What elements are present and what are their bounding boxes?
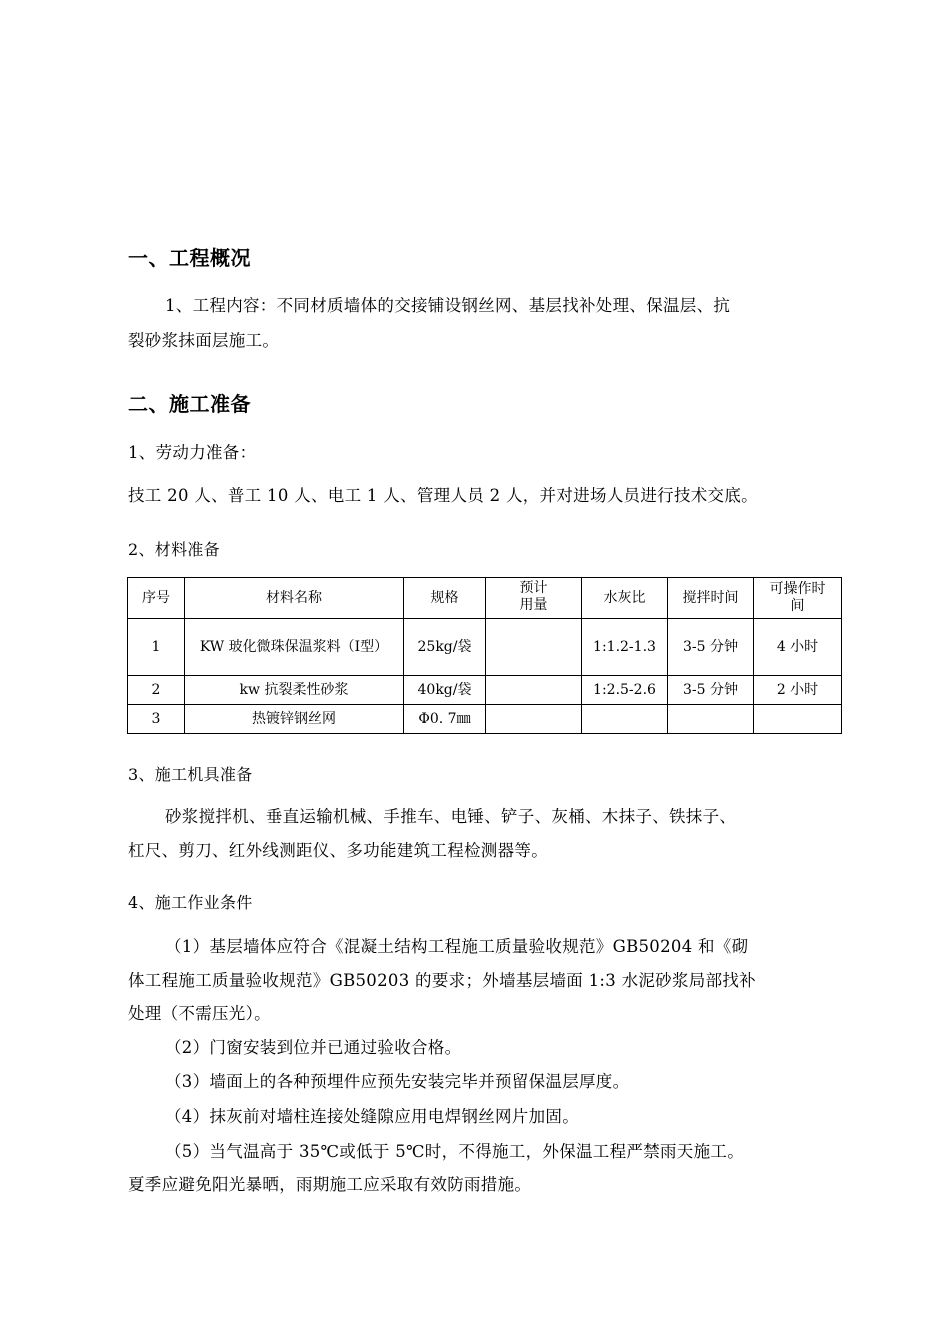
table-cell: Φ0. 7㎜	[404, 705, 486, 734]
table-cell	[486, 676, 582, 705]
table-header-row	[128, 578, 842, 619]
condition-2: （2）门窗安装到位并已通过验收合格。	[165, 1038, 462, 1057]
condition-5-line2: 夏季应避免阳光暴晒，雨期施工应采取有效防雨措施。	[128, 1175, 532, 1194]
table-cell: 3	[128, 705, 185, 734]
header-cell: 可操作时间	[754, 578, 842, 619]
overview-paragraph-line2: 裂砂浆抹面层施工。	[128, 331, 280, 350]
table-cell: 40kg/袋	[404, 676, 486, 705]
table-cell: kw 抗裂柔性砂浆	[185, 676, 404, 705]
table-cell	[486, 705, 582, 734]
header-cell: 材料名称	[185, 578, 404, 619]
table-cell: KW 玻化微珠保温浆料（Ⅰ型）	[185, 619, 404, 676]
table-cell: 3-5 分钟	[668, 676, 754, 705]
table-cell	[582, 705, 668, 734]
table-cell: 1:2.5-2.6	[582, 676, 668, 705]
condition-1-line1: （1）基层墙体应符合《混凝土结构工程施工质量验收规范》GB50204 和《砌	[165, 937, 749, 956]
table-row	[128, 619, 842, 676]
table-cell: 1:1.2-1.3	[582, 619, 668, 676]
materials-table	[127, 577, 842, 734]
table-cell: 3-5 分钟	[668, 619, 754, 676]
header-cell: 预计用量	[486, 578, 582, 619]
table-cell: 1	[128, 619, 185, 676]
section-heading-preparation: 二、施工准备	[128, 392, 251, 416]
table-row	[128, 676, 842, 705]
labor-title: 1、劳动力准备：	[128, 443, 257, 462]
conditions-title: 4、施工作业条件	[128, 893, 253, 912]
labor-text: 技工 20 人、普工 10 人、电工 1 人、管理人员 2 人，并对进场人员进行技术交底。	[128, 486, 758, 505]
overview-paragraph-line1: 1、工程内容：不同材质墙体的交接铺设钢丝网、基层找补处理、保温层、抗	[165, 296, 731, 315]
table-cell: 2	[128, 676, 185, 705]
tools-line1: 砂浆搅拌机、垂直运输机械、手推车、电锤、铲子、灰桶、木抹子、铁抹子、	[165, 807, 737, 826]
table-cell	[668, 705, 754, 734]
condition-1-line3: 处理（不需压光）。	[128, 1004, 271, 1023]
table-cell	[754, 705, 842, 734]
section-heading-overview: 一、工程概况	[128, 246, 251, 270]
table-cell	[486, 619, 582, 676]
table-cell: 热镀锌钢丝网	[185, 705, 404, 734]
header-cell: 规格	[404, 578, 486, 619]
table-cell: 4 小时	[754, 619, 842, 676]
table-cell: 2 小时	[754, 676, 842, 705]
header-cell: 序号	[128, 578, 185, 619]
header-cell: 搅拌时间	[668, 578, 754, 619]
tools-line2: 杠尺、剪刀、红外线测距仪、多功能建筑工程检测器等。	[128, 841, 548, 860]
table-cell: 25kg/袋	[404, 619, 486, 676]
header-cell: 水灰比	[582, 578, 668, 619]
condition-4: （4）抹灰前对墙柱连接处缝隙应用电焊钢丝网片加固。	[165, 1107, 579, 1126]
tools-title: 3、施工机具准备	[128, 765, 253, 784]
condition-5-line1: （5）当气温高于 35℃或低于 5℃时，不得施工，外保温工程严禁雨天施工。	[165, 1142, 744, 1161]
table-row	[128, 705, 842, 734]
condition-1-line2: 体工程施工质量验收规范》GB50203 的要求；外墙基层墙面 1:3 水泥砂浆局部找补	[128, 971, 756, 990]
condition-3: （3）墙面上的各种预埋件应预先安装完毕并预留保温层厚度。	[165, 1072, 630, 1091]
materials-title: 2、材料准备	[128, 540, 220, 559]
